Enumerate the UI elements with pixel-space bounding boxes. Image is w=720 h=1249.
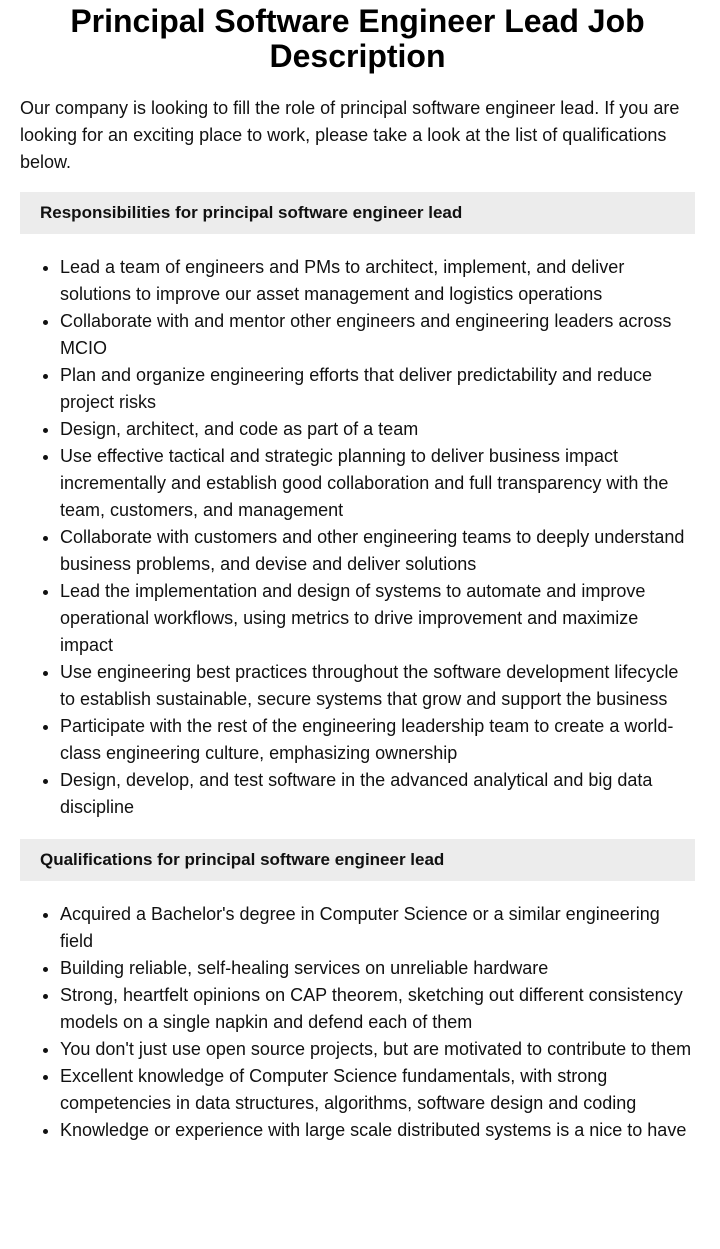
list-item: • Strong, heartfelt opinions on CAP theorem, sketching out different consistency models on a single napkin and defend each of them: [60, 982, 695, 1036]
responsibilities-section: [20, 192, 695, 821]
section-heading: Qualifications for principal software engineer lead: [20, 839, 695, 881]
list-item: • Collaborate with and mentor other engineers and engineering leaders across MCIO: [60, 308, 695, 362]
list-item: • Building reliable, self-healing services on unreliable hardware: [60, 955, 695, 982]
intro-paragraph: Our company is looking to fill the role of principal software engineer lead. If you are looking for an exciting place to work, please take a look at the list of qualifications below.: [20, 98, 680, 172]
list-item: • Participate with the rest of the engineering leadership team to create a world-class engineering culture, emphasizing ownership: [60, 713, 695, 767]
list-item: • Collaborate with customers and other engineering teams to deeply understand business problems, and devise and deliver solutions: [60, 524, 695, 578]
list-item: • Design, architect, and code as part of a team: [60, 416, 695, 443]
list-item: • Use effective tactical and strategic planning to deliver business impact incrementally and establish good collaboration and full transparency with the team, customers, and management: [60, 443, 695, 524]
page-title: Principal Software Engineer Lead Job Description: [70, 3, 645, 74]
list-item: • Knowledge or experience with large scale distributed systems is a nice to have: [60, 1117, 695, 1144]
qualifications-list: [20, 901, 695, 1144]
list-item: • Acquired a Bachelor's degree in Computer Science or a similar engineering field: [60, 901, 695, 955]
list-item: • Lead a team of engineers and PMs to architect, implement, and deliver solutions to improve our asset management and logistics operations: [60, 254, 695, 308]
list-item: • Use engineering best practices throughout the software development lifecycle to establish sustainable, secure systems that grow and support the business: [60, 659, 695, 713]
list-item: • You don't just use open source projects, but are motivated to contribute to them: [60, 1036, 695, 1063]
section-heading: Responsibilities for principal software engineer lead: [20, 192, 695, 234]
list-item: • Lead the implementation and design of systems to automate and improve operational workflows, using metrics to drive improvement and maximize impact: [60, 578, 695, 659]
qualifications-section: [20, 839, 695, 1144]
list-item: • Excellent knowledge of Computer Science fundamentals, with strong competencies in data structures, algorithms, software design and coding: [60, 1063, 695, 1117]
list-item: • Design, develop, and test software in the advanced analytical and big data discipline: [60, 767, 695, 821]
responsibilities-list: [20, 254, 695, 821]
list-item: • Plan and organize engineering efforts that deliver predictability and reduce project risks: [60, 362, 695, 416]
